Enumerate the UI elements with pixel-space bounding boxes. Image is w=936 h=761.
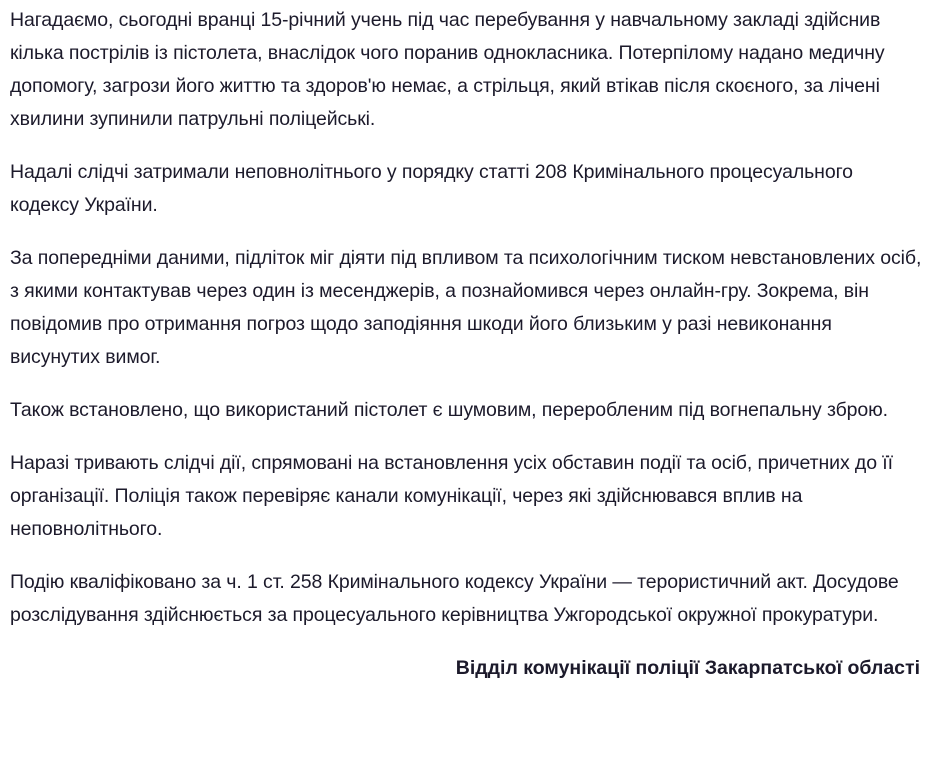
paragraph-preliminary-data: За попередніми даними, підліток міг діяти під впливом та психологічним тиском невстановлених осіб, з якими контактував через один із месенджерів, а познайомився через онлайн-гру. Зокрема, він повідомив про отримання погроз щодо заподіяння шкоди його близьким у разі невиконання висунутих вимог.	[10, 247, 922, 368]
paragraph-qualification: Подію кваліфіковано за ч. 1 ст. 258 Кримінального кодексу України — терористичний акт. Досудове розслідування здійснюється за процесуального керівництва Ужгородської окружної прокуратури.	[10, 571, 899, 626]
paragraph-weapon: Також встановлено, що використаний пістолет є шумовим, переробленим під вогнепальну зброю.	[10, 399, 888, 421]
signature: Відділ комунікації поліції Закарпатської області	[455, 657, 920, 679]
paragraph-detention: Надалі слідчі затримали неповнолітнього у порядку статті 208 Кримінального процесуального кодексу України.	[10, 161, 853, 216]
paragraph-incident: Нагадаємо, сьогодні вранці 15-річний учень під час перебування у навчальному закладі здійснив кілька пострілів із пістолета, внаслідок чого поранив однокласника. Потерпілому надано медичну допомогу, загрози його життю та здоров'ю немає, а стрільця, який втікав після скоєного, за лічені хвилини зупинили патрульні поліцейські.	[10, 9, 885, 130]
paragraph-investigation: Наразі тривають слідчі дії, спрямовані на встановлення усіх обставин події та осіб, причетних до її організації. Поліція також перевіряє канали комунікації, через які здійснювався вплив на неповнолітнього.	[10, 452, 893, 540]
